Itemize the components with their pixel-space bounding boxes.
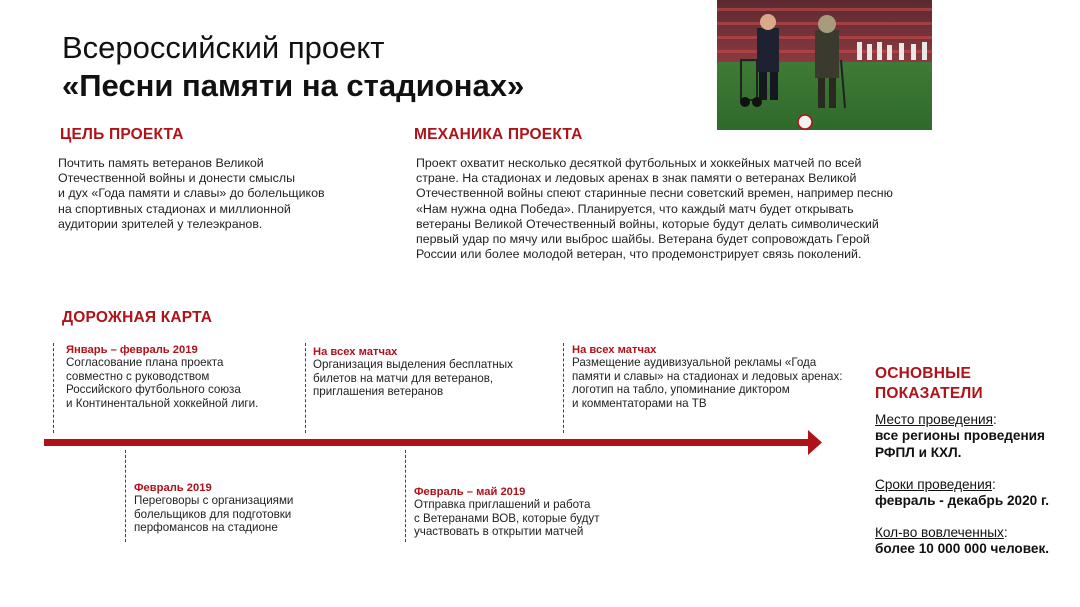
milestone-text <box>572 356 843 410</box>
mechanics-heading: МЕХАНИКА ПРОЕКТА <box>414 126 583 143</box>
indicator-venue <box>875 412 1045 461</box>
indicator-dates <box>875 477 1049 509</box>
milestone-line: и комментаторами на ТВ <box>572 396 707 410</box>
roadmap-heading: ДОРОЖНАЯ КАРТА <box>62 309 213 326</box>
mechanics-line: первый удар по мячу или выброс шайбы. Ветерана будет сопровождать Герой <box>416 232 870 247</box>
milestone-line: Российского футбольного союза <box>66 383 241 397</box>
milestone-top-1 <box>66 344 258 410</box>
goal-line: аудитории зрителей у телеэкранов. <box>58 216 263 231</box>
slide-title-line2: «Песни памяти на стадионах» <box>62 68 525 103</box>
milestone-bottom-2 <box>414 486 600 539</box>
milestone-line: участвовать в открытии матчей <box>414 525 584 539</box>
indicator-value: более 10 000 000 человек. <box>875 541 1050 556</box>
milestone-line: билетов на матчи для ветеранов, <box>313 371 494 385</box>
milestone-line: приглашения ветеранов <box>313 385 444 399</box>
milestone-text <box>134 494 293 535</box>
milestone-line: Размещение аудивизуальной рекламы «Года <box>572 356 817 369</box>
milestone-date: Февраль – май 2019 <box>414 486 526 498</box>
milestone-line: логотип на табло, упоминание диктором <box>572 383 790 397</box>
timeline-connector <box>125 450 126 542</box>
milestone-date: На всех матчах <box>572 344 657 356</box>
milestone-line: Переговоры с организациями <box>134 494 294 507</box>
indicator-label: Сроки проведения: <box>875 477 996 492</box>
milestone-line: и Континентальной хоккейной лиги. <box>66 396 259 410</box>
timeline-connector <box>563 343 564 433</box>
milestone-text <box>414 498 600 539</box>
indicators-heading-line: ПОКАЗАТЕЛИ <box>875 385 983 402</box>
goal-line: Отечественной войны и донести смыслы <box>58 171 295 186</box>
mechanics-line: России или более молодой ветеран, что продемонстрирует связь поколений. <box>416 247 862 262</box>
mechanics-text <box>416 156 893 262</box>
indicator-audience <box>875 525 1049 557</box>
indicator-label: Место проведения: <box>875 412 997 427</box>
milestone-line: Отправка приглашений и работа <box>414 498 591 511</box>
milestone-line: перфомансов на стадионе <box>134 521 278 535</box>
indicators-heading <box>875 364 983 404</box>
goal-line: на спортивных стадионах и миллионной <box>58 201 291 216</box>
timeline-connector <box>405 450 406 542</box>
milestone-line: болельщиков для подготовки <box>134 507 292 521</box>
milestone-date: Январь – февраль 2019 <box>66 344 198 356</box>
timeline-arrow <box>40 428 830 458</box>
mechanics-line: «Нам нужна одна Победа». Планируется, что каждый матч будет открывать <box>416 201 854 216</box>
mechanics-line: Проект охватит несколько десяткой футбольных и хоккейных матчей по всей <box>416 156 862 170</box>
stadium-photo <box>717 0 932 130</box>
indicators-heading-line: ОСНОВНЫЕ <box>875 365 972 382</box>
indicator-label: Кол-во вовлеченных: <box>875 525 1008 540</box>
milestone-text <box>313 358 513 399</box>
timeline-connector <box>53 343 54 433</box>
mechanics-line: ветераны Великой Отечественный войны, которые будут делать символический <box>416 216 879 231</box>
timeline-connector <box>305 343 306 433</box>
indicator-value: февраль - декабрь 2020 г. <box>875 493 1050 508</box>
slide-title-line1: Всероссийский проект <box>62 30 385 65</box>
mechanics-line: Отечественной войны спеют старинные песни советский времен, например песню <box>416 186 893 201</box>
milestone-line: Организация выделения бесплатных <box>313 358 513 371</box>
goal-line: и дух «Года памяти и славы» до болельщиков <box>58 186 325 201</box>
goal-text <box>58 156 325 232</box>
milestone-text <box>66 356 258 410</box>
milestone-line: Согласование плана проекта <box>66 356 224 369</box>
milestone-line: с Ветеранами ВОВ, которые будут <box>414 511 600 525</box>
goal-line: Почтить память ветеранов Великой <box>58 156 264 170</box>
milestone-date: На всех матчах <box>313 346 398 358</box>
milestone-top-2 <box>313 346 513 399</box>
milestone-line: совместно с руководством <box>66 369 210 383</box>
milestone-top-3 <box>572 344 843 410</box>
milestone-bottom-1 <box>134 482 293 535</box>
milestone-line: памяти и славы» на стадионах и ледовых аренах: <box>572 369 843 383</box>
mechanics-line: стране. На стадионах и ледовых аренах в знак памяти о ветеранах Великой <box>416 171 857 186</box>
indicator-value: все регионы проведения РФПЛ и КХЛ. <box>875 428 1045 460</box>
goal-heading: ЦЕЛЬ ПРОЕКТА <box>60 126 184 143</box>
milestone-date: Февраль 2019 <box>134 482 212 494</box>
